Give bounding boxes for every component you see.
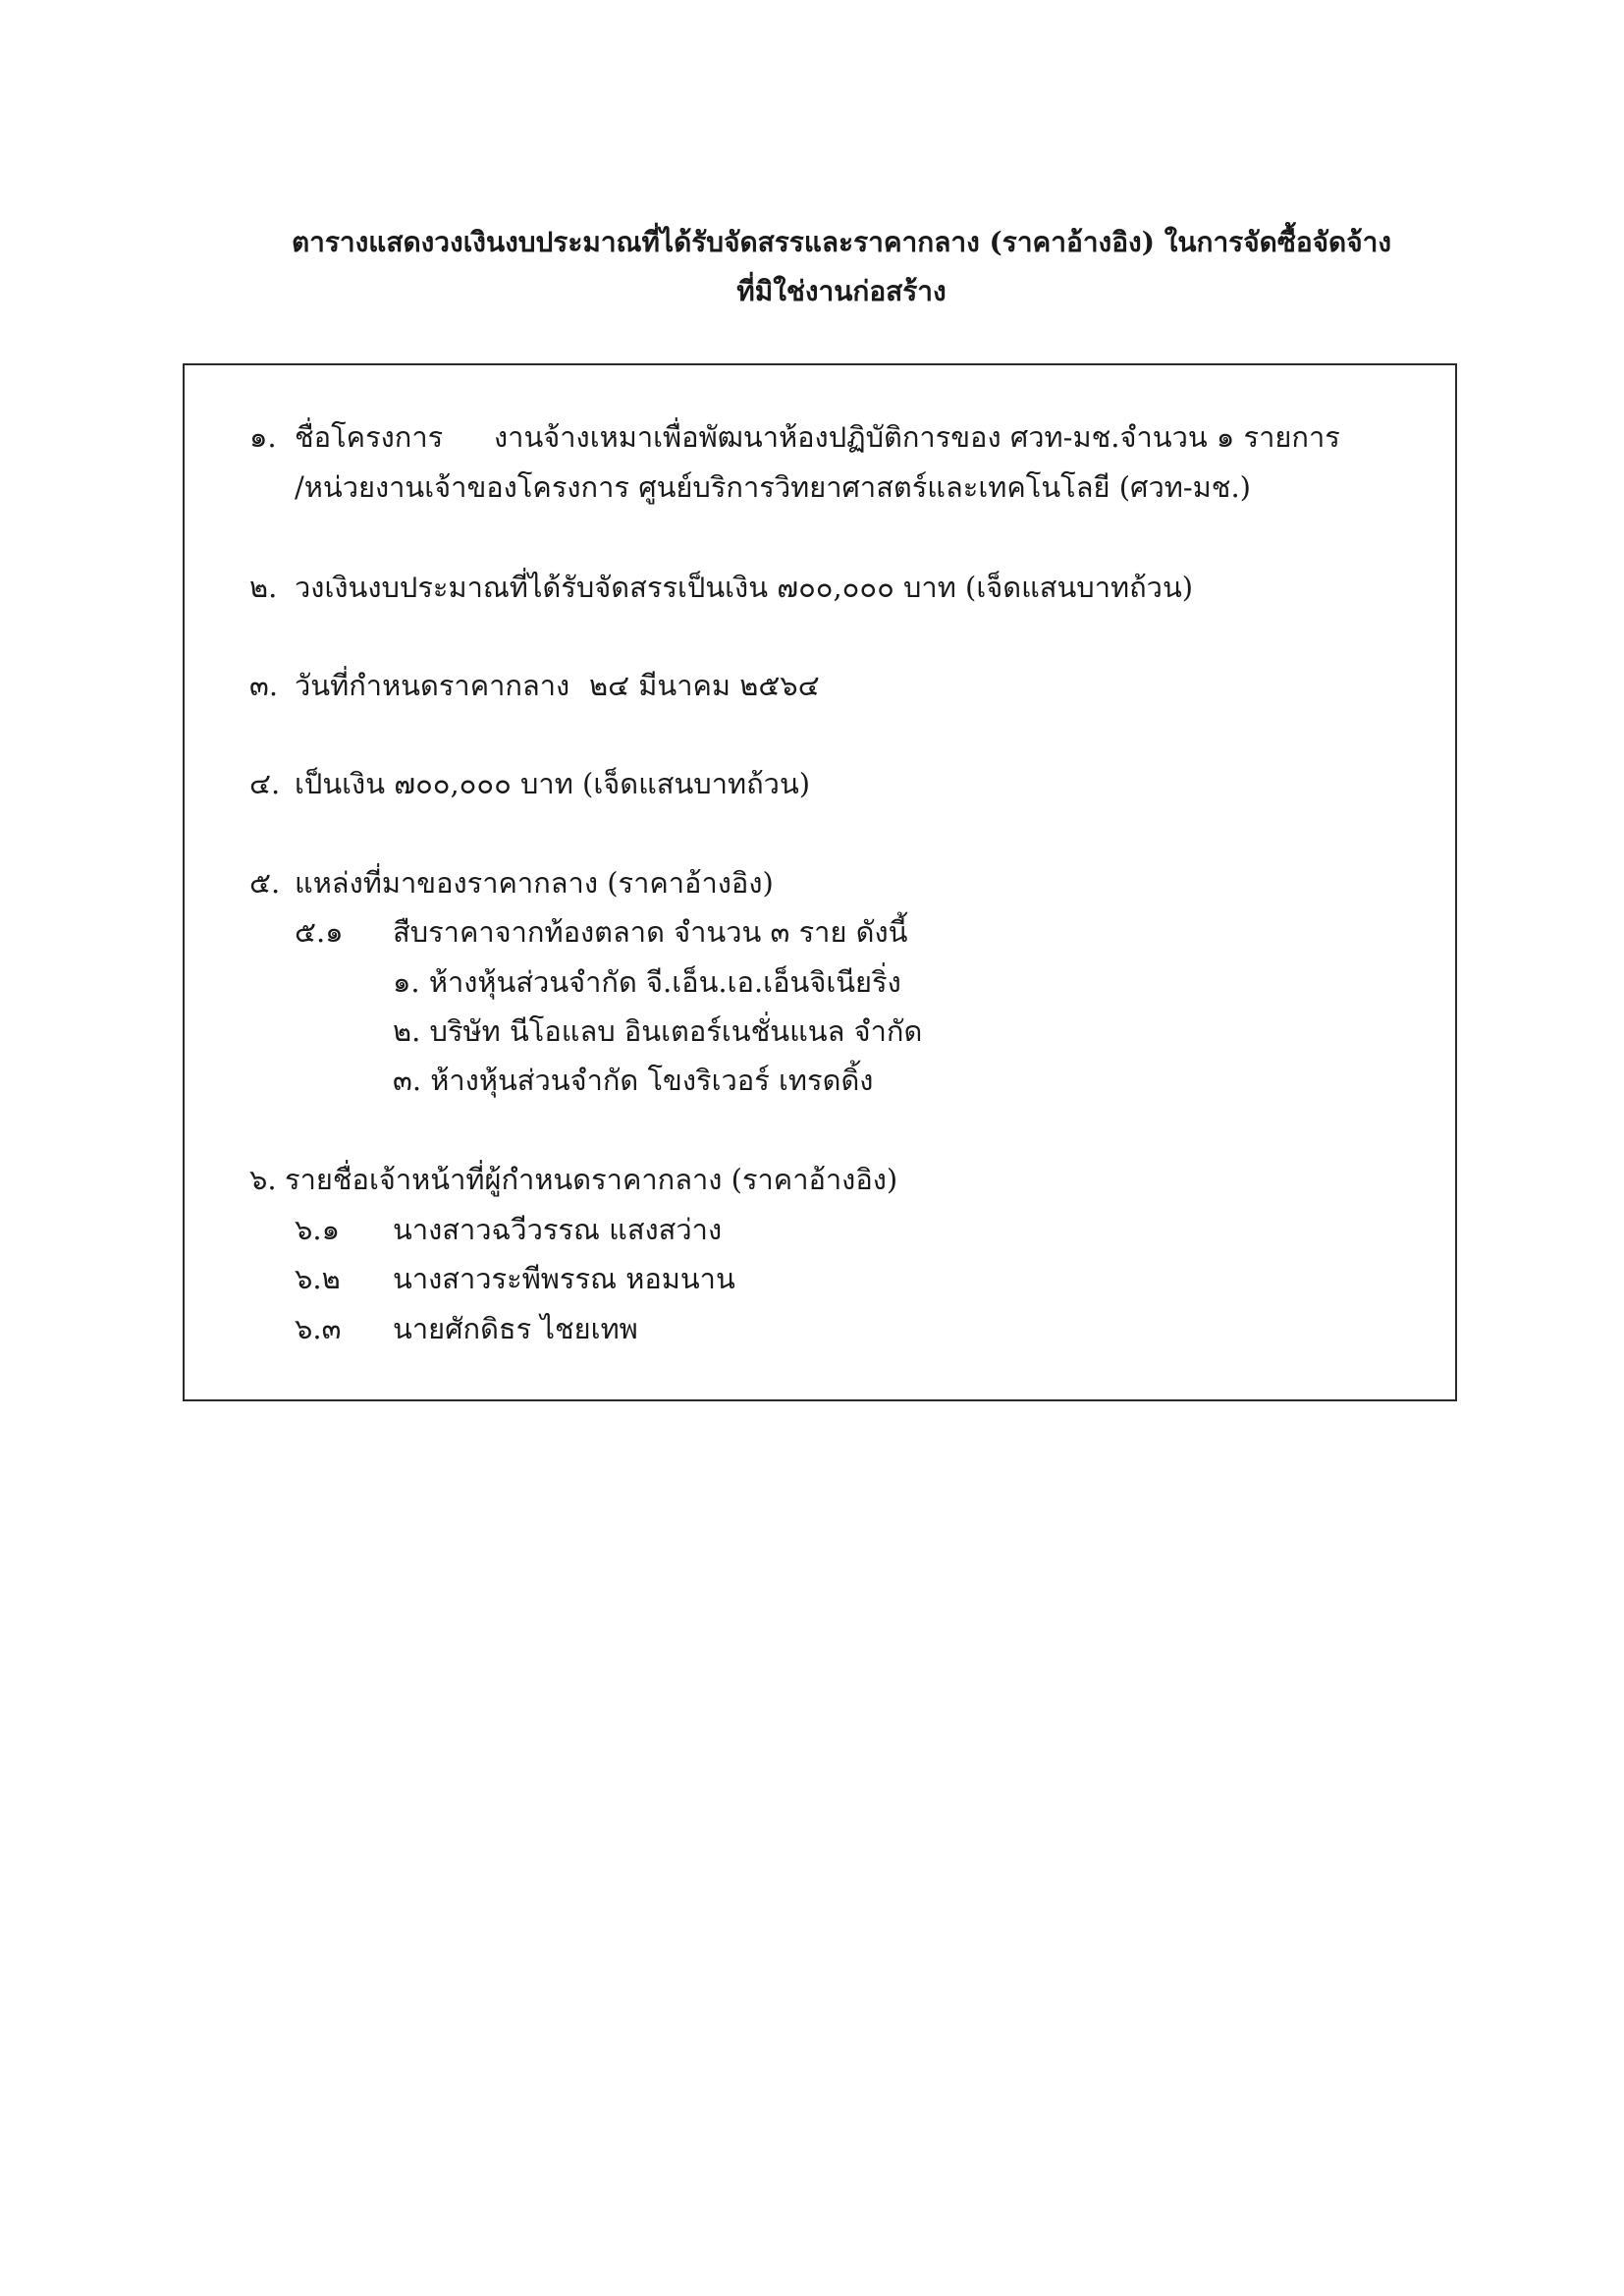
vendor-item: ๓. ห้างหุ้นส่วนจำกัด โขงริเวอร์ เทรดดิ้ง (393, 1064, 874, 1097)
item-2-label: วงเงินงบประมาณที่ได้รับจัดสรร (295, 571, 677, 604)
item-3-value: ๒๔ มีนาคม ๒๕๖๔ (589, 669, 820, 702)
item-5-number: ๕. (249, 866, 281, 900)
item-1-label: ชื่อโครงการ (295, 420, 444, 454)
page-subtitle: ที่มิใช่งานก่อสร้าง (736, 275, 947, 307)
item-5-1-number: ๕.๑ (295, 915, 344, 949)
page-title: ตารางแสดงวงเงินงบประมาณที่ได้รับจัดสรรและราคากลาง (ราคาอ้างอิง) ในการจัดซื้อจัดจ้าง (291, 226, 1392, 258)
vendor-item: ๑. ห้างหุ้นส่วนจำกัด จี.เอ็น.เอ.เอ็นจิเนียริ่ง (393, 965, 901, 999)
item-5-text: แหล่งที่มาของราคากลาง (ราคาอ้างอิง) (295, 866, 774, 900)
item-3-label: วันที่กำหนดราคากลาง (295, 669, 570, 702)
officer-name: นางสาวฉวีวรรณ แสงสว่าง (393, 1213, 723, 1246)
item-6-number: ๖. (249, 1163, 277, 1196)
item-3-number: ๓. (249, 669, 279, 702)
item-1-continuation: /หน่วยงานเจ้าของโครงการ ศูนย์บริการวิทยาศาสตร์และเทคโนโลยี (ศวท-มช.) (295, 470, 1251, 504)
item-4-text: เป็นเงิน ๗๐๐,๐๐๐ บาท (เจ็ดแสนบาทถ้วน) (295, 767, 811, 800)
item-1-number: ๑. (249, 420, 277, 454)
officer-number: ๖.๑ (295, 1213, 341, 1246)
item-6-text: รายชื่อเจ้าหน้าที่ผู้กำหนดราคากลาง (ราคาอ้างอิง) (285, 1163, 898, 1196)
item-5-1-text: สืบราคาจากท้องตลาด จำนวน ๓ ราย ดังนี้ (393, 915, 908, 949)
officer-number: ๖.๒ (295, 1262, 341, 1295)
item-2-number: ๒. (249, 571, 278, 604)
vendor-item: ๒. บริษัท นีโอแลบ อินเตอร์เนชั่นแนล จำกัด (393, 1014, 923, 1048)
item-2-value: เป็นเงิน ๗๐๐,๐๐๐ บาท (เจ็ดแสนบาทถ้วน) (677, 571, 1194, 604)
item-1-value: งานจ้างเหมาเพื่อพัฒนาห้องปฏิบัติการของ ศวท-มช.จำนวน ๑ รายการ (494, 420, 1340, 454)
officer-name: นางสาวระพีพรรณ หอมนาน (393, 1262, 735, 1295)
officer-name: นายศักดิธร ไชยเทพ (393, 1312, 638, 1345)
officer-number: ๖.๓ (295, 1312, 342, 1345)
item-4-number: ๔. (249, 767, 281, 800)
